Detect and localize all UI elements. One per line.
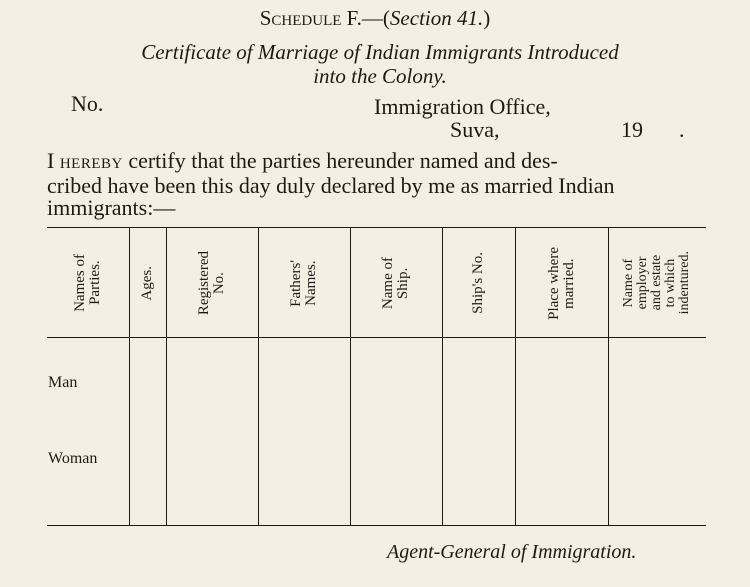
certificate-title-line-2: into the Colony. [313,64,447,88]
column-header-fathers-names [258,230,350,336]
column-header-name-of-ship [350,230,442,336]
table-bottom-rule [47,525,706,526]
column-header-registered-no [166,230,258,336]
column-header-ships-no [442,230,515,336]
signature-title: Agent-General of Immigration. [387,541,637,563]
office-name: Immigration Office, [374,94,551,119]
body-line-1-rest: certify that the parties hereunder named and des- [122,148,558,173]
body-hereby: hereby [59,148,123,173]
column-header-names-of-parties [47,230,129,336]
column-header-label: Registered No. [196,250,227,316]
year-prefix: 19 [621,117,643,142]
column-header-employer-estate [608,230,706,336]
body-line-2: cribed have been this day duly declared by me as married Indian [47,173,615,198]
place-name: Suva, [450,117,500,142]
column-header-label: Ages. [139,265,155,301]
column-header-place-married [515,230,608,336]
column-header-label: Name of Ship. [380,256,411,310]
column-header-label: Fathers' Names. [288,259,319,307]
body-lead: I [47,148,60,173]
schedule-heading [0,6,750,31]
certificate-title-line-1: Certificate of Marriage of Indian Immigrants Introduced [141,40,619,64]
number-label: No. [71,91,104,116]
schedule-section: Section 41. [389,6,484,30]
column-header-label: Place where married. [545,246,577,320]
column-header-label: Names of Parties. [72,254,103,312]
body-line-1 [47,148,558,174]
row-label-woman: Woman [48,450,98,467]
row-label-man: Man [48,374,78,391]
column-header-ages [129,230,166,336]
body-line-3: immigrants:— [47,195,176,220]
column-header-label: Ship's No. [470,252,486,314]
schedule-prefix: Schedule F.—( [259,6,390,30]
column-header-label: Name of employer and estate to which indentured. [621,251,692,315]
year-end-dot: . [679,117,685,142]
schedule-suffix: ) [483,6,491,30]
